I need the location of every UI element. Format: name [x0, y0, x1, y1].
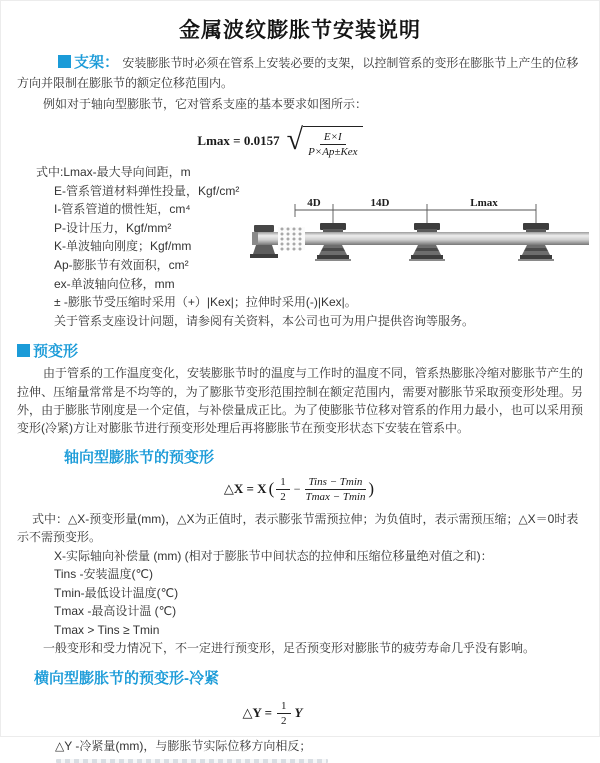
variable-line: Ap-膨胀节有效面积，cm² — [54, 257, 189, 272]
lmax-formula-denominator: P×Ap±Kex — [308, 146, 358, 158]
temperature-numerator: Tins − Tmin — [305, 476, 367, 490]
square-root-icon: √ — [286, 122, 304, 156]
variable-line: 式中:Lmax-最大导向间距，m — [36, 165, 191, 179]
open-paren: ( — [268, 479, 275, 499]
dimension-lines — [295, 204, 536, 223]
preform-section-label: 预变形 — [33, 343, 79, 361]
dim-label-14d: 14D — [370, 197, 390, 209]
axial-formula — [17, 476, 583, 503]
dim-label-4d: 4D — [307, 197, 321, 209]
definition-line: Tmax -最高设计温 (℃) — [54, 604, 177, 619]
half-denominator: 2 — [280, 490, 286, 503]
axial-subheading: 轴向型膨胀节的预变形 — [64, 448, 215, 466]
pipe-support-diagram — [249, 193, 595, 293]
lateral-subheading: 横向型膨胀节的预变形-冷紧 — [34, 669, 219, 687]
half-numerator: 1 — [277, 700, 291, 714]
variable-line: I-管系管道的惯性矩，cm⁴ — [54, 202, 191, 217]
variable-line: ex-单波轴向位移，mm — [54, 276, 175, 291]
support-section-label: 支架： — [74, 54, 120, 71]
variable-line: K-单波轴向刚度；Kgf/mm — [54, 239, 192, 254]
half-numerator: 1 — [276, 476, 290, 490]
lmax-formula-prefix: Lmax = 0.0157 — [197, 132, 280, 148]
temperature-denominator: Tmax − Tmin — [305, 490, 366, 503]
lateral-formula-half — [277, 700, 291, 727]
dim-label-lmax: Lmax — [470, 197, 498, 209]
preform-section-heading — [17, 340, 583, 361]
minus-operator: − — [293, 481, 301, 496]
definition-line: X-实际轴向补偿量 (mm) (相对于膨胀节中间状态的拉伸和压缩位移量绝对值之和)： — [54, 548, 493, 563]
lateral-formula-prefix: △Y = — [242, 705, 273, 721]
general-note-line: 一般变形和受力情况下，不一定进行预变形，足否预变形对膨胀节的疲劳寿命几乎没有影响。 — [43, 641, 536, 656]
half-denominator: 2 — [281, 714, 287, 727]
blue-square-bullet-icon — [17, 344, 30, 357]
page-title: 金属波纹膨胀节安装说明 — [179, 19, 421, 42]
definition-line: Tmin-最低设计温度(℃) — [54, 585, 179, 600]
support-example-line: 例如对于轴向型膨胀节，它对管系支座的基本要求如图所示： — [43, 97, 368, 111]
preform-paragraph: 由于管系的工作温度变化，安装膨胀节时的温度与工作时的温度不同，管系热膨胀冷缩对膨胀节产生的拉伸、压缩量常常是不均等的，为了膨胀节变形范围控制在额定范围内，需要对膨胀节采取预变形处理。另外，由于膨胀节刚度是一个定值，与补偿量成正比。为了使膨胀节位移对管系的作用力最小，也可以采用预变形(冷紧)方让对膨胀节进行预变形处理后再将膨胀节在预变形状态下安装在管系中。 — [17, 366, 584, 436]
definition-line: Tmax > Tins ≥ Tmin — [54, 622, 160, 637]
axial-formula-prefix: △X = X — [223, 481, 267, 497]
lateral-formula — [17, 700, 528, 727]
cold-tightening-definition-line: △Y -冷紧量(mm)，与膨胀节实际位移方向相反； — [55, 738, 312, 753]
support-paragraph — [17, 53, 583, 93]
lmax-formula-fraction — [308, 131, 358, 158]
variable-line: P-设计压力，Kgf/mm² — [54, 220, 172, 235]
definition-line: Tins -安装温度(℃) — [54, 567, 154, 582]
variable-line: ± -膨胀节受压缩时采用（+）|Kex|；拉伸时采用(-)|Kex|。 — [54, 295, 357, 310]
lmax-formula-root-content — [303, 126, 363, 158]
close-paren: ) — [368, 479, 375, 499]
axial-formula-fraction — [305, 476, 367, 503]
lmax-formula — [17, 123, 543, 158]
variable-line: E-管系管道材料弹性投量，Kgf/cm² — [54, 183, 240, 198]
support-paragraph-text: 安装膨胀节时必须在管系上安装必要的支架，以控制管系的变形在膨胀节上产生的位移方向并限制在膨胀节的额定位移范围内。 — [17, 56, 579, 90]
lmax-formula-numerator: E×I — [320, 131, 346, 145]
blue-square-bullet-icon — [58, 55, 71, 68]
clipped-text-remnant — [56, 759, 328, 763]
axial-explanation-paragraph: 式中：△X-预变形量(mm)，△X为正值时，表示膨张节需预拉伸；为负值时，表示需预压缩；△X＝0时表示不需预变形。 — [17, 511, 579, 545]
bellows-icon — [278, 227, 305, 251]
pipe-end-cap — [252, 232, 258, 245]
lateral-formula-suffix: Y — [294, 705, 303, 721]
axial-formula-half — [276, 476, 290, 503]
consulting-note-line: 关于管系支座设计问题，请参阅有关资料，本公司也可为用户提供咨询等服务。 — [54, 313, 475, 328]
